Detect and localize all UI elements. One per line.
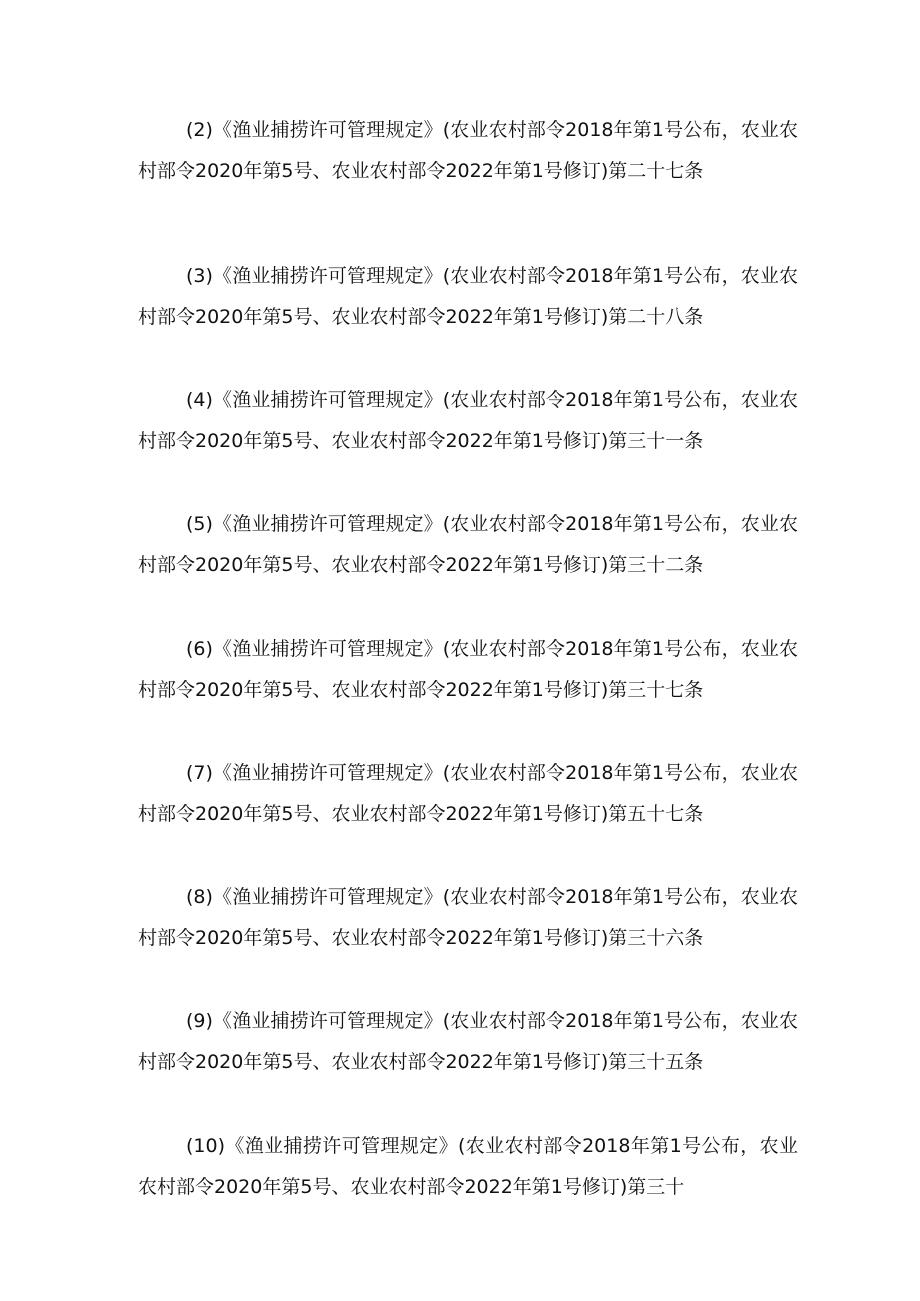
legal-citation-6: (6)《渔业捕捞许可管理规定》(农业农村部令2018年第1号公布，农业农村部令2020年第5号、农业农村部令2022年第1号修订)第三十七条 — [138, 638, 798, 701]
legal-citation-10: (10)《渔业捕捞许可管理规定》(农业农村部令2018年第1号公布，农业农村部令2020年第5号、农业农村部令2022年第1号修订)第三十 — [138, 1135, 798, 1198]
legal-citation-2: (2)《渔业捕捞许可管理规定》(农业农村部令2018年第1号公布，农业农村部令2020年第5号、农业农村部令2022年第1号修订)第二十七条 — [138, 119, 798, 182]
legal-citation-5: (5)《渔业捕捞许可管理规定》(农业农村部令2018年第1号公布，农业农村部令2020年第5号、农业农村部令2022年第1号修订)第三十二条 — [138, 513, 798, 576]
legal-citation-9: (9)《渔业捕捞许可管理规定》(农业农村部令2018年第1号公布，农业农村部令2020年第5号、农业农村部令2022年第1号修订)第三十五条 — [138, 1010, 798, 1073]
legal-citation-4: (4)《渔业捕捞许可管理规定》(农业农村部令2018年第1号公布，农业农村部令2020年第5号、农业农村部令2022年第1号修订)第三十一条 — [138, 389, 798, 452]
legal-citation-8: (8)《渔业捕捞许可管理规定》(农业农村部令2018年第1号公布，农业农村部令2020年第5号、农业农村部令2022年第1号修订)第三十六条 — [138, 886, 798, 949]
legal-citation-3: (3)《渔业捕捞许可管理规定》(农业农村部令2018年第1号公布，农业农村部令2020年第5号、农业农村部令2022年第1号修订)第二十八条 — [138, 265, 798, 328]
legal-citation-7: (7)《渔业捕捞许可管理规定》(农业农村部令2018年第1号公布，农业农村部令2020年第5号、农业农村部令2022年第1号修订)第五十七条 — [138, 762, 798, 825]
